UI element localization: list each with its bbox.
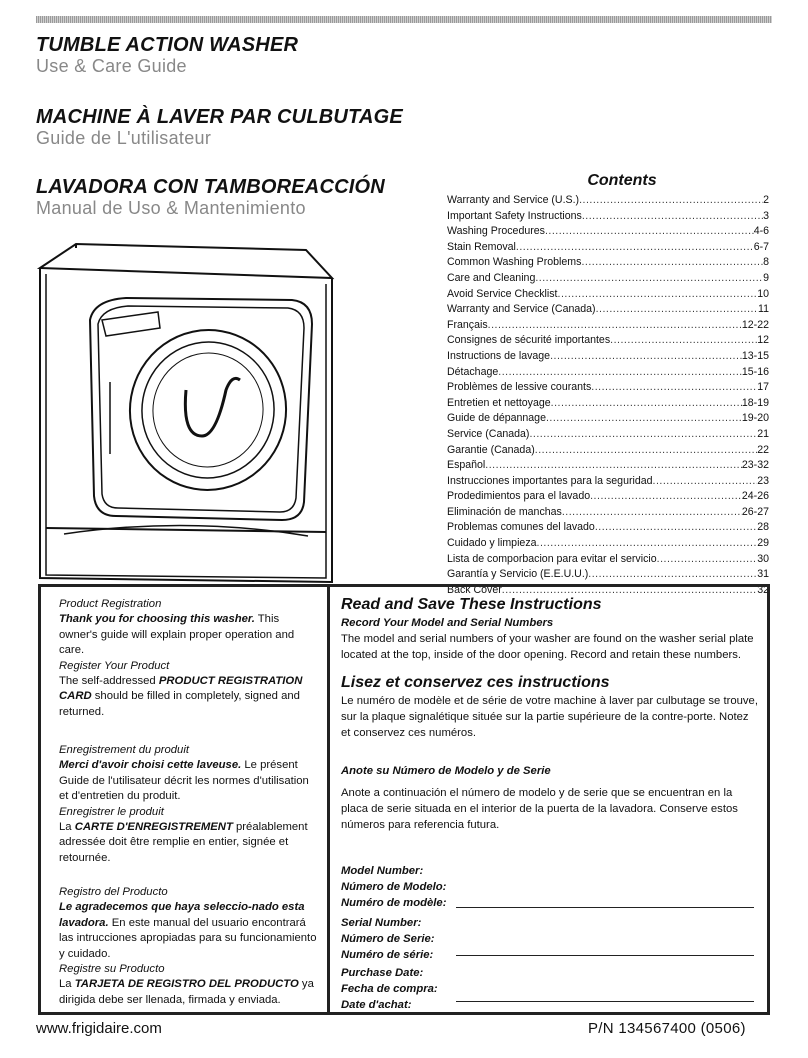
contents-item-leader — [657, 552, 758, 568]
reg-en-lead-rest: This owner's guide will explain proper operation and care. — [59, 613, 295, 657]
contents-item-leader — [488, 318, 742, 334]
contents-item — [447, 209, 769, 225]
contents-item-title: Español — [447, 459, 486, 472]
reg-en-pre: The self-addressed — [59, 675, 159, 688]
contents-item-leader — [588, 567, 757, 583]
contents-item-page: 22 — [757, 443, 769, 456]
title-french — [36, 106, 403, 148]
washer-illustration — [36, 240, 336, 585]
purchase-label-es: Fecha de compra: — [341, 983, 438, 995]
reg-en-lead: Thank you for choosing this washer. — [59, 613, 255, 626]
instructions-fr-heading: Lisez et conservez ces instructions — [341, 674, 610, 691]
contents-item-title: Service (Canada) — [447, 427, 530, 440]
reg-en-post: should be filled in completely, signed and returned. — [59, 690, 300, 718]
title-fr-main: MACHINE À LAVER PAR CULBUTAGE — [36, 106, 403, 128]
reg-fr-pre: La — [59, 821, 75, 834]
instructions-es-body: Anote a continuación el número de modelo y de serie que se encuentran en la placa de serie situada en el interior de la puerta de la lavadora. Conserve estos números para referencia futura. — [341, 787, 738, 831]
serial-number-record — [341, 915, 759, 963]
contents-item-page: 3 — [763, 209, 769, 222]
reg-es-pre: La — [59, 978, 75, 991]
contents-item-page: 18-19 — [741, 396, 769, 409]
model-label-es: Número de Modelo: — [341, 881, 447, 893]
contents-item-page: 8 — [763, 256, 769, 269]
contents-item-page: 31 — [757, 568, 769, 581]
instructions-en-subheading: Record Your Model and Serial Numbers — [341, 617, 554, 629]
instructions-column — [341, 595, 759, 833]
contents-item-title: Entretien et nettoyage — [447, 396, 551, 409]
info-box — [38, 584, 770, 1015]
title-en-sub: Use & Care Guide — [36, 56, 187, 76]
contents-item — [447, 302, 769, 318]
contents-item-page: 26-27 — [741, 505, 769, 518]
contents-item-title: Common Washing Problems — [447, 256, 582, 269]
contents-item-title: Back Cover — [447, 583, 502, 596]
contents-title: Contents — [587, 172, 657, 189]
contents-item-title: Problèmes de lessive courants — [447, 381, 592, 394]
reg-fr-heading: Enregistrement du produit — [59, 744, 189, 756]
contents-item-page: 29 — [757, 537, 769, 550]
contents-item-title: Lista de comporbacion para evitar el servicio — [447, 552, 657, 565]
reg-en-heading: Product Registration — [59, 598, 162, 610]
instructions-en-heading: Read and Save These Instructions — [341, 596, 602, 613]
purchase-date-record — [341, 965, 759, 1013]
reg-es-post: ya dirigida debe ser llenada, firmada y enviada. — [59, 978, 314, 1006]
contents-item-leader — [551, 396, 742, 412]
contents-item-page: 6-7 — [753, 240, 769, 253]
reg-es-card: TARJETA DE REGISTRO DEL PRODUCTO — [74, 978, 299, 991]
reg-es-lead-rest: En este manual del usuario encontrará las intrucciones apropiadas para su funcionamiento y cuidado. — [59, 916, 317, 960]
contents-item-page: 23-32 — [741, 459, 769, 472]
contents-item-title: Avoid Service Checklist — [447, 287, 558, 300]
contents-item-leader — [579, 193, 763, 209]
contents-item-leader — [550, 349, 742, 365]
contents-item-page: 12-22 — [741, 318, 769, 331]
contents-list — [447, 193, 769, 598]
contents-item-title: Cuidado y limpieza — [447, 537, 537, 550]
contents-item — [447, 411, 769, 427]
box-divider — [327, 587, 330, 1012]
contents-item-title: Garantie (Canada) — [447, 443, 535, 456]
contents-item-page: 32 — [757, 583, 769, 596]
title-en-main: TUMBLE ACTION WASHER — [36, 34, 299, 56]
contents-item-leader — [590, 489, 742, 505]
contents-item — [447, 349, 769, 365]
contents-item — [447, 396, 769, 412]
model-label-en: Model Number: — [341, 865, 424, 877]
registration-fr — [59, 743, 317, 866]
purchase-label-fr: Date d'achat: — [341, 999, 412, 1011]
title-english — [36, 34, 298, 76]
contents-item-leader — [562, 505, 742, 521]
contents-item-leader — [582, 209, 763, 225]
contents-item-page: 23 — [757, 474, 769, 487]
contents-item-leader — [591, 380, 757, 396]
serial-number-line[interactable] — [456, 955, 754, 956]
part-number: P/N 134567400 (0506) — [588, 1020, 746, 1037]
contents-item-title: Prodedimientos para el lavado — [447, 490, 591, 503]
model-number-record — [341, 863, 759, 911]
serial-label-fr: Numéro de série: — [341, 949, 434, 961]
contents-item — [447, 458, 769, 474]
contents-item — [447, 380, 769, 396]
reg-es-heading: Registro del Producto — [59, 886, 168, 898]
contents-item-leader — [653, 474, 758, 490]
instructions-es-heading: Anote su Número de Modelo y de Serie — [341, 765, 551, 777]
contents-item-leader — [610, 333, 757, 349]
contents-item-page: 12 — [757, 334, 769, 347]
contents-item-title: Washing Procedures — [447, 225, 545, 238]
contents-item — [447, 427, 769, 443]
top-decorative-bar — [36, 16, 772, 23]
reg-es-lead: Le agradecemos que haya seleccio-nado esta lavadora. — [59, 901, 305, 929]
contents-item-title: Problemas comunes del lavado — [447, 521, 595, 534]
contents-item-page: 9 — [763, 271, 769, 284]
model-label-fr: Numéro de modèle: — [341, 897, 447, 909]
contents-item-title: Instrucciones importantes para la seguridad — [447, 474, 653, 487]
serial-label-es: Número de Serie: — [341, 933, 435, 945]
contents-item — [447, 333, 769, 349]
serial-label-en: Serial Number: — [341, 917, 422, 929]
website-url: www.frigidaire.com — [36, 1020, 162, 1037]
registration-en — [59, 597, 317, 720]
contents-item — [447, 193, 769, 209]
purchase-date-line[interactable] — [456, 1001, 754, 1002]
contents-item-leader — [581, 255, 763, 271]
contents-item-page: 15-16 — [741, 365, 769, 378]
contents-item-title: Français — [447, 318, 488, 331]
reg-fr-register-heading: Enregistrer le produit — [59, 805, 164, 818]
contents-item — [447, 365, 769, 381]
contents-item-title: Détachage — [447, 365, 499, 378]
contents-item-title: Eliminación de manchas — [447, 505, 562, 518]
contents-item-page: 10 — [757, 287, 769, 300]
purchase-label-en: Purchase Date: — [341, 967, 424, 979]
contents-item-leader — [516, 240, 754, 256]
contents-item — [447, 318, 769, 334]
contents-item-title: Guide de dépannage — [447, 412, 546, 425]
contents-item — [447, 552, 769, 568]
contents-item-leader — [535, 443, 757, 459]
contents-item-page: 4-6 — [753, 225, 769, 238]
contents-item-leader — [595, 520, 757, 536]
title-spanish — [36, 176, 385, 218]
reg-fr-lead-rest: Le présent Guide de l'utilisateur décrit les normes d'utilisation et d'entretien du produit. — [59, 759, 309, 803]
contents-item-page: 2 — [763, 194, 769, 206]
reg-fr-post: préalablement adressée doit être remplie en entier, signée et retournée. — [59, 821, 308, 864]
contents-item-page: 19-20 — [741, 412, 769, 425]
contents-item — [447, 536, 769, 552]
title-fr-sub: Guide de L'utilisateur — [36, 128, 212, 148]
contents-item-title: Stain Removal — [447, 240, 516, 253]
instructions-fr-body: Le numéro de modèle et de série de votre machine à laver par culbutage se trouve, sur la plaque signalétique située sur la partie supérieure de la contre-porte. Notez et conservez ces numéros. — [341, 695, 758, 739]
contents-item — [447, 520, 769, 536]
contents-item-leader — [546, 411, 742, 427]
contents-item-title: Warranty and Service (U.S.) — [447, 194, 580, 206]
reg-fr-lead: Merci d'avoir choisi cette laveuse. — [59, 759, 242, 772]
contents-item — [447, 443, 769, 459]
contents-item — [447, 505, 769, 521]
contents-item-title: Important Safety Instructions — [447, 209, 582, 222]
contents-item-page: 28 — [757, 521, 769, 534]
contents-item — [447, 271, 769, 287]
contents-item — [447, 474, 769, 490]
contents-item-title: Instructions de lavage — [447, 349, 551, 362]
contents-item-leader — [498, 365, 742, 381]
instructions-en-body: The model and serial numbers of your washer are found on the washer serial plate located at the top, inside of the door opening. Record and retain these numbers. — [341, 633, 754, 661]
contents-item-page: 24-26 — [741, 490, 769, 503]
contents-item-title: Care and Cleaning — [447, 271, 536, 284]
reg-en-register-heading: Register Your Product — [59, 659, 170, 672]
registration-es — [59, 885, 317, 1008]
reg-es-register-heading: Registre su Producto — [59, 963, 165, 976]
contents-item-leader — [537, 536, 758, 552]
contents-item-page: 13-15 — [741, 349, 769, 362]
contents-item — [447, 240, 769, 256]
contents-item-leader — [545, 224, 754, 240]
contents-item-page: 30 — [757, 552, 769, 565]
reg-en-card: PRODUCT REGISTRATION CARD — [59, 675, 303, 703]
model-number-line[interactable] — [456, 907, 754, 908]
contents-item-title: Consignes de sécurité importantes — [447, 334, 611, 347]
contents-item-page: 21 — [757, 427, 769, 440]
contents-item — [447, 255, 769, 271]
reg-fr-card: CARTE D'ENREGISTREMENT — [74, 821, 233, 834]
contents-item — [447, 287, 769, 303]
contents-item-leader — [596, 302, 758, 318]
contents-item-leader — [485, 458, 742, 474]
contents-item — [447, 567, 769, 583]
title-es-main: LAVADORA CON TAMBOREACCIÓN — [36, 176, 385, 198]
contents-item-leader — [535, 271, 763, 287]
contents-item-leader — [558, 287, 758, 303]
contents-item-leader — [529, 427, 757, 443]
contents-item — [447, 489, 769, 505]
table-of-contents — [447, 172, 769, 598]
contents-item-title: Garantía y Servicio (E.E.U.U.) — [447, 568, 589, 581]
contents-item — [447, 224, 769, 240]
contents-item-page: 11 — [758, 303, 769, 316]
title-es-sub: Manual de Uso & Mantenimiento — [36, 198, 306, 218]
contents-item-title: Warranty and Service (Canada) — [447, 303, 596, 316]
contents-item-page: 17 — [757, 381, 769, 394]
